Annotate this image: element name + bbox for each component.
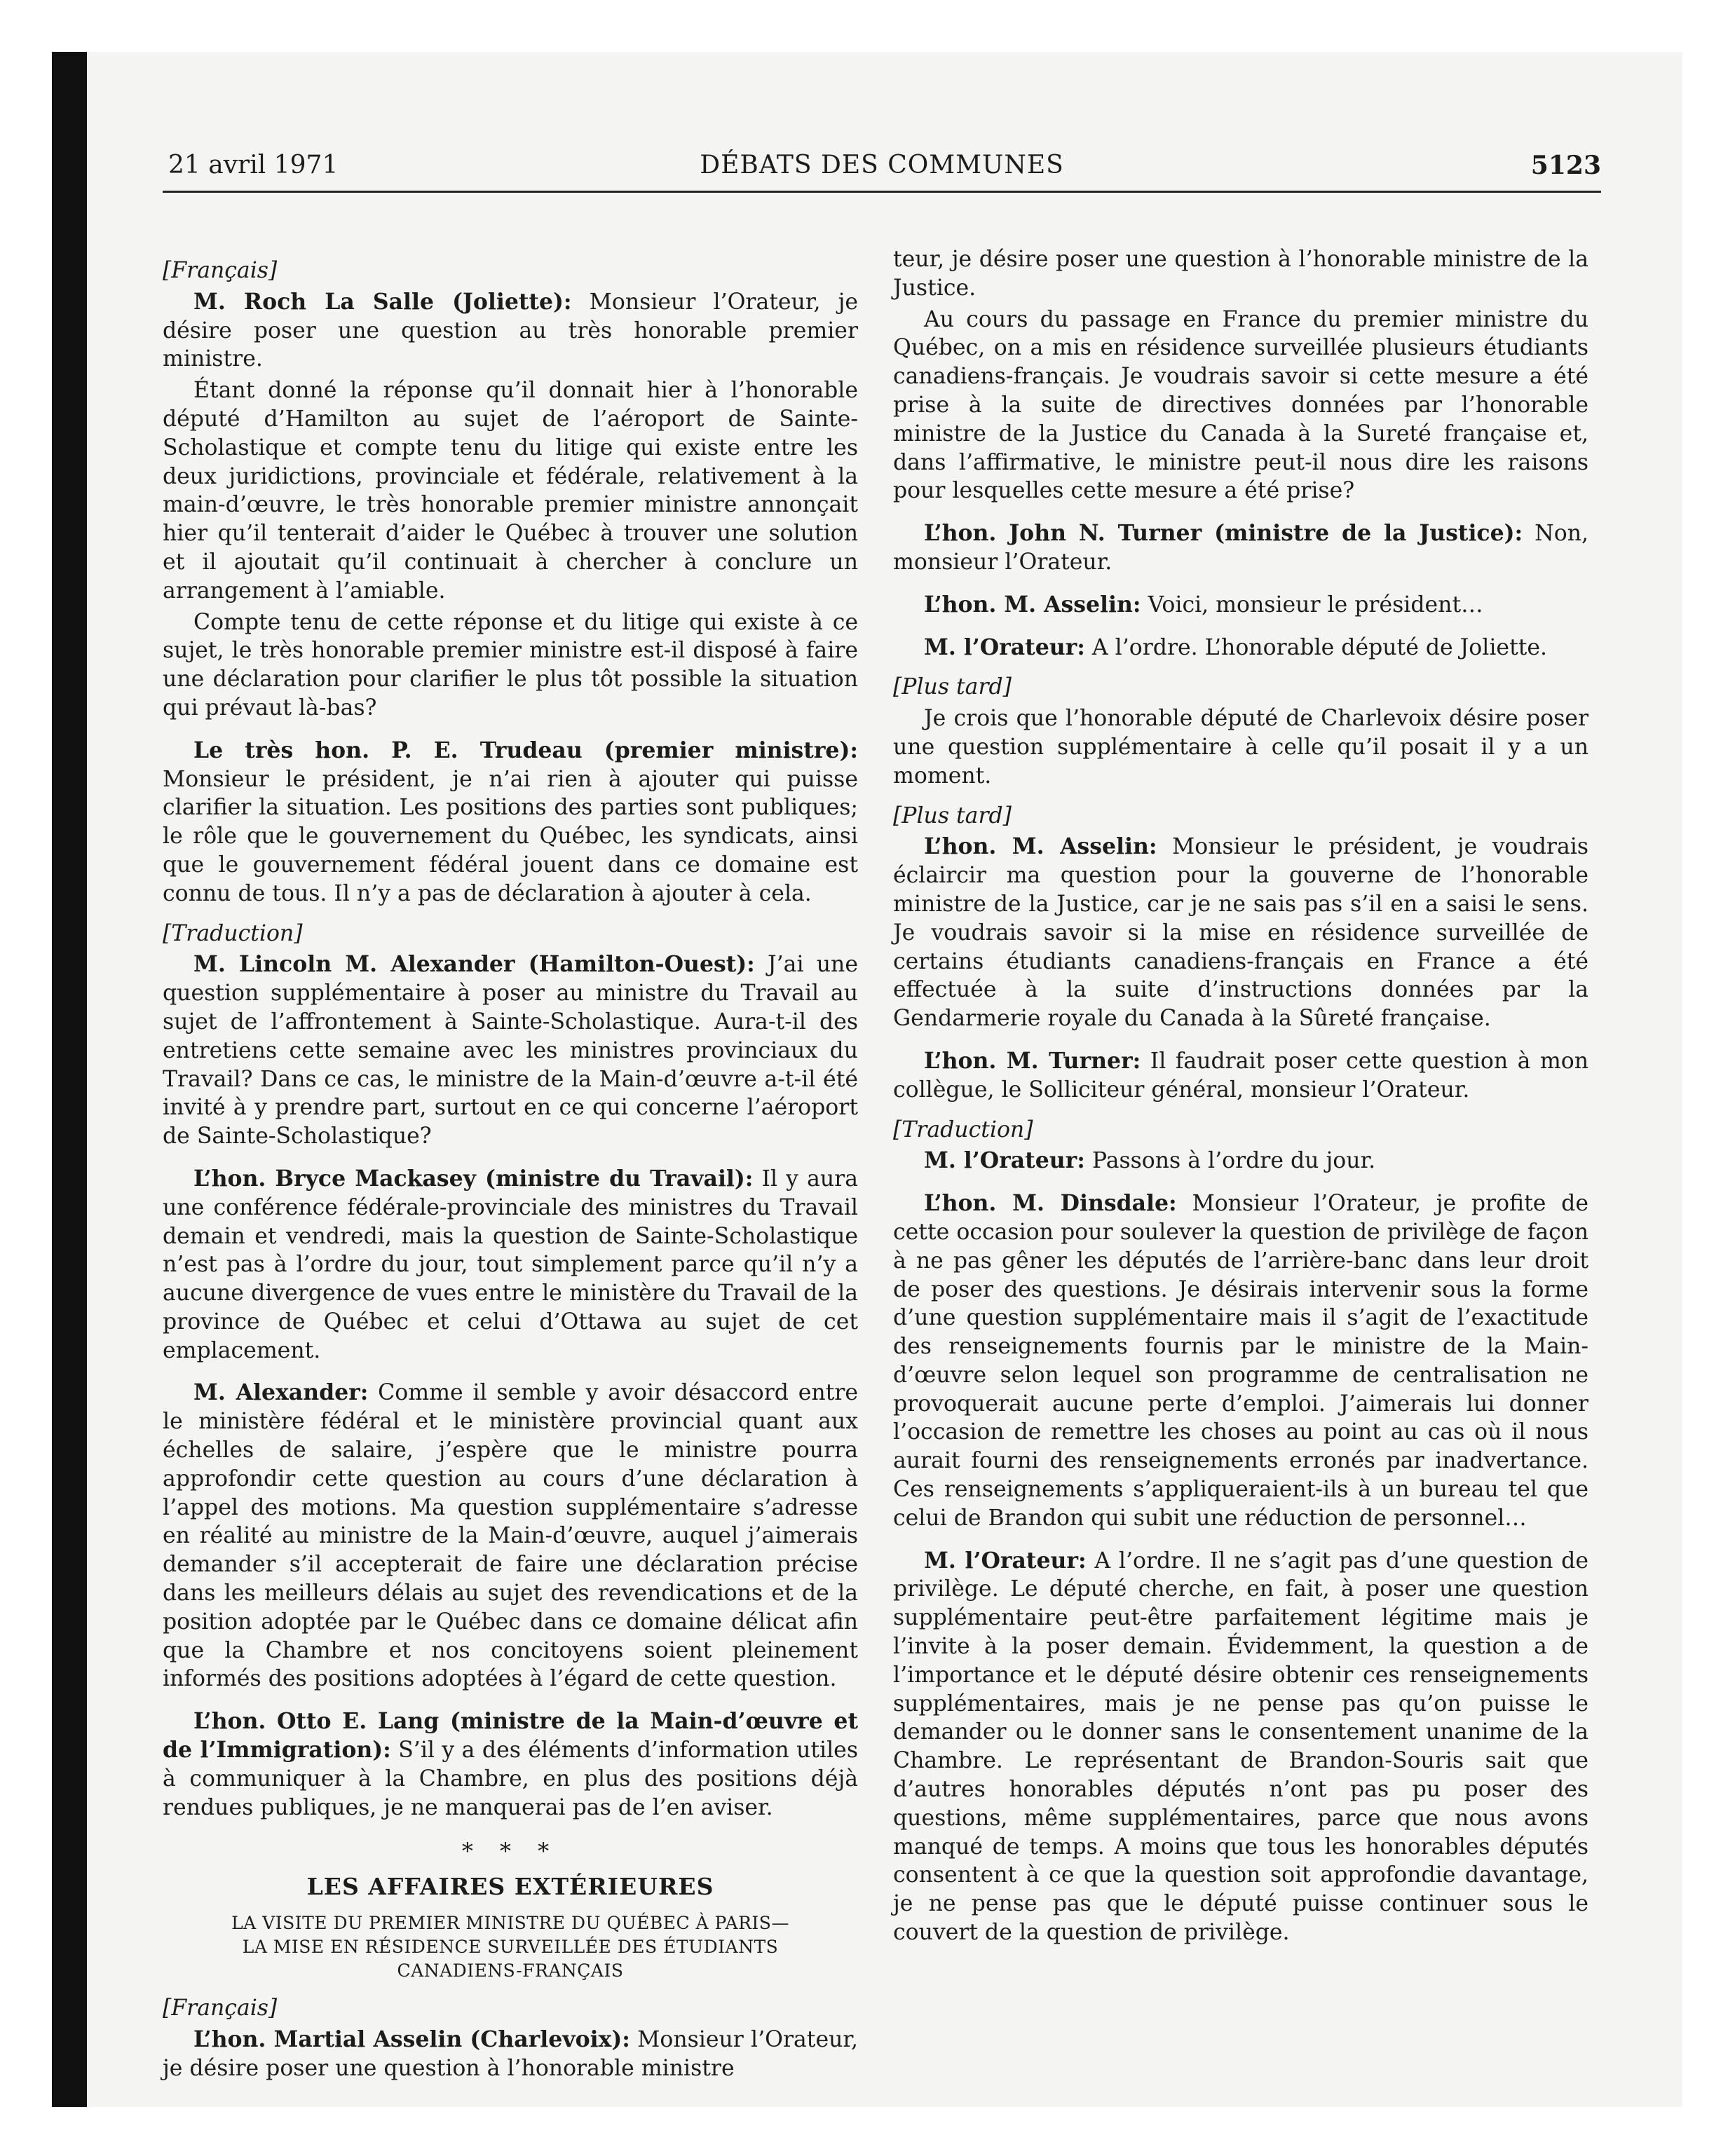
speech-paragraph (163, 1707, 858, 1822)
speech-text: A l’ordre. L’honorable député de Joliette. (1084, 634, 1548, 660)
speaker-name: M. Lincoln M. Alexander (Hamilton-Ouest): (193, 951, 755, 978)
subsection-heading (163, 1911, 858, 1983)
speech-text: Monsieur l’Orateur, je profite de cette occasion pour soulever la question de privilège de façon à ne pas gêner les députés de l’arrière-banc dans leur droit de poser des questions. Je désirais intervenir sous la forme d’une question supplémentaire mais il s’agit de l’exactitude des renseignements fournis par le ministre de la Main-d’œuvre selon lequel son programme de centralisation ne provoquerait aucune perte d’emploi. J’aimerais lui donner l’occasion de remettre les choses au point au cas où il nous aurait fourni des renseignements erronés par inadvertance. Ces renseignements s’appliqueraient-ils à un bureau tel que celui de Brandon qui subit une réduction de personnel… (893, 1191, 1588, 1531)
speech-paragraph (893, 634, 1588, 662)
speaker-name: M. l’Orateur: (924, 1547, 1087, 1574)
speech-text: Monsieur l’Orateur, je désire poser une question au très honorable premier ministre. (163, 289, 858, 372)
language-label: [Traduction] (893, 1117, 1033, 1142)
speech-text: Il y aura une conférence fédérale-provinciale des ministres du Travail demain et vendredi, mais la question de Sainte-Scholastique n’est pas à l’ordre du jour, tout simplement parce qu’il n’y a aucune divergence de vues entre le ministère du Travail de la province de Québec et celui d’Ottawa au sujet de cet emplacement. (163, 1166, 858, 1363)
speech-paragraph (893, 1189, 1588, 1533)
speech-paragraph (163, 950, 858, 1151)
speaker-name: L’hon. Martial Asselin (Charlevoix): (193, 2026, 630, 2052)
speech-paragraph (893, 519, 1588, 577)
speech-paragraph (893, 591, 1588, 620)
speaker-name: L’hon. M. Asselin: (924, 591, 1141, 618)
speaker-name: L’hon. M. Asselin: (924, 833, 1157, 860)
document-page (163, 147, 1601, 2081)
speaker-name: L’hon. Bryce Mackasey (ministre du Travail): (193, 1165, 754, 1192)
timing-label: [Plus tard] (893, 674, 1012, 700)
paragraph: Je crois que l’honorable député de Charlevoix désire poser une question supplémentaire à celle qu’il posait il y a un moment. (893, 706, 1588, 789)
speech-text: Non, monsieur l’Orateur. (893, 521, 1588, 575)
speech-paragraph (893, 1547, 1588, 1947)
speaker-name: M. l’Orateur: (924, 1147, 1085, 1174)
speech-text: Il faudrait poser cette question à mon collègue, le Solliciteur général, monsieur l’Orateur. (893, 1048, 1588, 1103)
speaker-name: L’hon. M. Turner: (924, 1047, 1141, 1074)
running-header (163, 147, 1601, 193)
speech-text: A l’ordre. Il ne s’agit pas d’une question de privilège. Le député cherche, en fait, à poser une question supplémentaire peut-être parfaitement légitime mais je l’invite à la poser demain. Évidemment, la question a de l’importance et le député désire obtenir ces renseignements supplémentaires, mais je ne pense pas qu’on puisse le demander ou le donner sans le consentement unanime de la Chambre. Le représentant de Brandon-Souris sait que d’autres honorables députés n’ont pas pu poser des questions, même supplémentaires, parce que nous avons manqué de temps. A moins que tous les honorables députés consentent à ce que la question soit approfondie davantage, je ne pense pas que le député puisse continuer sous le couvert de la question de privilège. (893, 1548, 1588, 1946)
speech-paragraph (163, 737, 858, 908)
speech-paragraph (163, 288, 858, 374)
left-column (163, 245, 858, 2085)
paragraph: Étant donné la réponse qu’il donnait hier à l’honorable député d’Hamilton au sujet de l’aéroport de Sainte-Scholastique et compte tenu du litige qui existe entre les deux juridictions, provinciale et fédérale, relativement à la main-d’œuvre, le très honorable premier ministre annonçait hier qu’il tenterait d’aider le Québec à trouver une solution et il ajoutait qu’il continuait à chercher à conclure un arrangement à l’amiable. (163, 378, 858, 603)
speech-paragraph (163, 2026, 858, 2083)
language-label: [Traduction] (163, 920, 303, 946)
speech-paragraph (163, 1165, 858, 1365)
speech-text: Comme il semble y avoir désaccord entre le ministère fédéral et le ministère provincial quant aux échelles de salaire, j’espère que le ministre pourra approfondir cette question au cours d’une déclaration à l’appel des motions. Ma question supplémentaire s’adresse en réalité au ministre de la Main-d’œuvre, auquel j’aimerais demander s’il accepterait de faire une déclaration précise dans les meilleurs délais au sujet des revendications et de la position adoptée par le Québec dans ce domaine délicat afin que la Chambre et nos concitoyens soient pleinement informés des positions adoptées à l’égard de cette question. (163, 1380, 858, 1692)
paragraph: Compte tenu de cette réponse et du litige qui existe à ce sujet, le très honorable premier ministre est-il disposé à faire une déclaration pour clarifier le plus tôt possible la situation qui prévaut là-bas? (163, 609, 858, 721)
section-separator: * * * (461, 1838, 559, 1865)
language-label: [Français] (163, 1995, 278, 2021)
speaker-name: L’hon. John N. Turner (ministre de la Justice): (924, 520, 1523, 547)
speaker-name: M. Alexander: (193, 1379, 369, 1406)
subsection-line: LA MISE EN RÉSIDENCE SURVEILLÉE DES ÉTUDIANTS (242, 1937, 779, 1958)
speech-text: Passons à l’ordre du jour. (1084, 1148, 1376, 1174)
speaker-name: L’hon. Otto E. Lang (ministre de la Main-d’œuvre et de l’Immigration): (163, 1708, 858, 1763)
speech-text: Monsieur le président, je n’ai rien à ajouter qui puisse clarifier la situation. Les positions des parties sont publiques; le rôle que le gouvernement du Québec, les syndicats, ainsi que le gouvernement fédéral jouent dans ce domaine est connu de tous. Il n’y a pas de déclaration à ajouter à cela. (163, 766, 858, 906)
speaker-name: L’hon. M. Dinsdale: (924, 1190, 1177, 1217)
timing-label: [Plus tard] (893, 803, 1012, 828)
binding-edge (52, 52, 87, 2107)
header-date: 21 avril 1971 (168, 151, 339, 179)
speaker-name: M. l’Orateur: (924, 634, 1085, 660)
speech-text: S’il y a des éléments d’information utiles à communiquer à la Chambre, en plus des positions déjà rendues publiques, je ne manquerai pas de l’en aviser. (163, 1738, 858, 1820)
subsection-line: LA VISITE DU PREMIER MINISTRE DU QUÉBEC À PARIS— (231, 1913, 789, 1934)
speaker-name: Le très hon. P. E. Trudeau (premier ministre): (193, 737, 858, 763)
speech-paragraph (163, 1379, 858, 1693)
speaker-name: M. Roch La Salle (Joliette): (193, 288, 572, 315)
right-column (893, 245, 1588, 1950)
language-label: [Français] (163, 258, 278, 283)
speech-paragraph (893, 1047, 1588, 1105)
speech-paragraph (893, 1147, 1588, 1175)
paragraph: Au cours du passage en France du premier ministre du Québec, on a mis en résidence surveillée plusieurs étudiants canadiens-français. Je voudrais savoir si cette mesure a été prise à la suite de directives données par l’honorable ministre de la Justice du Canada à la Sureté française et, dans l’affirmative, le ministre peut-il nous dire les raisons pour lesquelles cette mesure a été prise? (893, 306, 1588, 504)
speech-text: Monsieur le président, je voudrais éclaircir ma question pour la gouverne de l’honorable ministre de la Justice, car je ne sais pas s’il en a saisi le sens. Je voudrais savoir si la mise en résidence surveillée de certains étudiants canadiens-français en France a été effectuée à la suite d’instructions données par la Gendarmerie royale du Canada à la Sûreté française. (893, 834, 1588, 1032)
section-heading: LES AFFAIRES EXTÉRIEURES (306, 1873, 714, 1901)
speech-text: Voici, monsieur le président… (1141, 592, 1483, 618)
speech-text: Monsieur l’Orateur, je désire poser une question à l’honorable ministre (163, 2026, 858, 2081)
speech-paragraph (893, 833, 1588, 1033)
header-title: DÉBATS DES COMMUNES (700, 151, 1064, 179)
paragraph: teur, je désire poser une question à l’honorable ministre de la Justice. (893, 247, 1588, 301)
page-number: 5123 (1530, 151, 1601, 180)
subsection-line: CANADIENS-FRANÇAIS (397, 1960, 624, 1981)
speech-text: J’ai une question supplémentaire à poser au ministre du Travail au sujet de l’affrontement à Sainte-Scholastique. Aura-t-il des entretiens cette semaine avec les ministres provinciaux du Travail? Dans ce cas, le ministre de la Main-d’œuvre a-t-il été invité à y prendre part, surtout en ce qui concerne l’aéroport de Sainte-Scholastique? (163, 952, 858, 1149)
